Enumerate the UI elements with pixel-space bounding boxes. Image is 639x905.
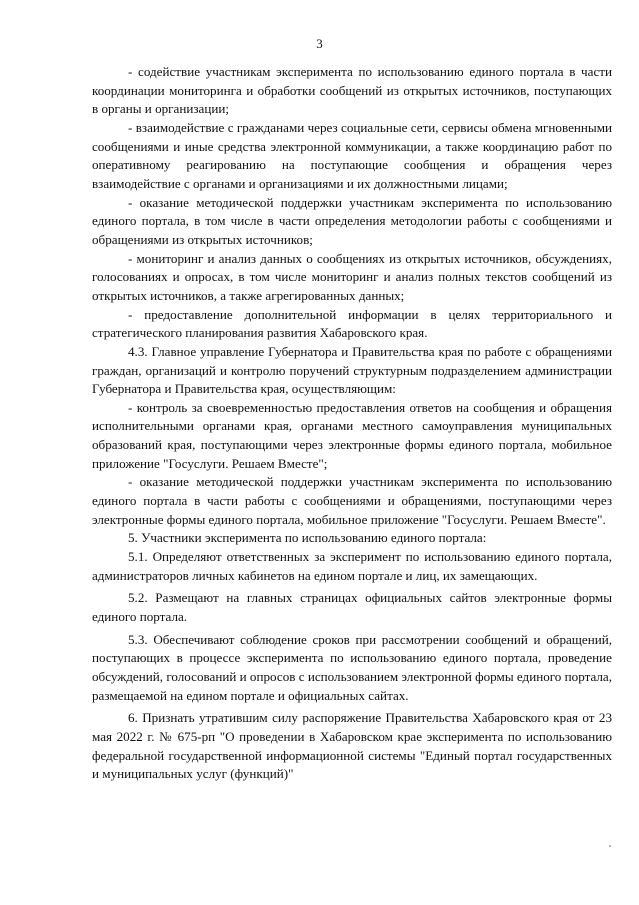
paragraph-control: - контроль за своевременностью предоставления ответов на сообщения и обращения исполнительными органами края, органами местного самоуправления муниципальных образований края, поступающими через электронные формы единого портала, мобильное приложение "Госуслуги. Решаем Вместе"; [92,399,612,471]
paragraph-5-1: 5.1. Определяют ответственных за эксперимент по использованию единого портала, администраторов личных кабинетов на едином портале и лиц, их замещающих. [92,549,612,583]
paragraph-contribution: - содействие участникам эксперимента по использованию единого портала в части координации мониторинга и обработки сообщений из открытых источников, поступающих в органы и организации; [92,64,612,117]
paragraph-monitoring: - мониторинг и анализ данных о сообщениях из открытых источников, обсуждениях, голосованиях и опросах, в том числе мониторинг и анализ полных текстов сообщений из открытых источников, а также агрегированных данных; [92,250,612,303]
paragraph-4-3: 4.3. Главное управление Губернатора и Правительства края по работе с обращениями граждан, организаций и контролю поручений структурным подразделением администрации Губернатора и Правительства края, осуществляющим: [92,343,612,397]
paragraph-methodical-support-2: - оказание методической поддержки участникам эксперимента по использованию единого портала в части работы с сообщениями и обращениями, поступающими через электронные формы единого портала, мобильное приложение "Госуслуги. Решаем Вместе". [92,474,612,527]
scan-speck [609,845,611,847]
paragraph-6: 6. Признать утратившим силу распоряжение Правительства Хабаровского края от 23 мая 2022 г. № 675-рп "О проведении в Хабаровском крае эксперимента по использованию федеральной государственной информационной системы "Единый портал государственных и муниципальных услуг (функций)" [92,710,612,782]
paragraph-methodical-support: - оказание методической поддержки участникам эксперимента по использованию единого портала, в том числе в части определения методологии работы с сообщениями и обращениями из открытых источников; [92,194,612,247]
paragraph-interaction: - взаимодействие с гражданами через социальные сети, сервисы обмена мгновенными сообщениями и иные средства электронной коммуникации, а также координацию работ по оперативному реагированию на поступающие сообщения и обращения через взаимодействие с органами и организациями и их должностными лицами; [92,119,612,191]
paragraph-5-2: 5.2. Размещают на главных страницах официальных сайтов электронные формы единого портала. [92,590,612,625]
paragraph-5-3: 5.3. Обеспечивают соблюдение сроков при рассмотрении сообщений и обращений, поступающих в процессе эксперимента по использованию единого портала, проведение обсуждений, голосований и опросов с использованием электронной формы единого портала, размещаемой на едином портале и официальных сайтах. [92,631,612,703]
page-number: 3 [316,36,323,51]
paragraph-5: 5. Участники эксперимента по использованию единого портала: [128,530,487,546]
document-body [92,63,612,784]
paragraph-additional-info: - предоставление дополнительной информации в целях территориального и стратегического планирования развития Хабаровского края. [92,306,612,341]
